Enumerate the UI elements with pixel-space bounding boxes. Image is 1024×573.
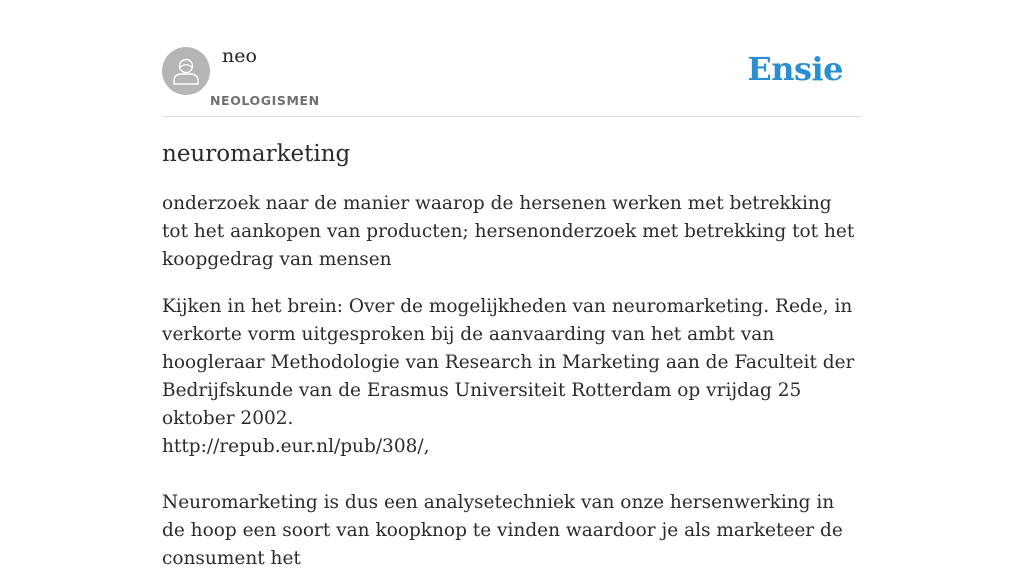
ensie-logo[interactable]: Ensie [747, 50, 843, 88]
entry [162, 136, 862, 573]
username-link[interactable]: neo [222, 45, 257, 67]
entry-source: Kijken in het brein: Over de mogelijkheden van neuromarketing. Rede, in verkorte vorm uitgesproken bij de aanvaarding van het ambt van hoogleraar Methodologie van Research in Marketing aan de Faculteit der Bedrijfskunde van de Erasmus Universiteit Rotterdam op vrijdag 25 oktober 2002. http://repub.eur.nl/pub/308/, [162, 296, 855, 457]
header [162, 0, 862, 117]
collection-link[interactable]: NEOLOGISMEN [210, 93, 320, 108]
entry-example: Neuromarketing is dus een analysetechniek van onze hersenwerking in de hoop een soort van koopknop te vinden waardoor je als marketeer de consument het [162, 492, 843, 569]
entry-definition: onderzoek naar de manier waarop de hersenen werken met betrekking tot het aankopen van producten; hersenonderzoek met betrekking tot het koopgedrag van mensen [162, 193, 855, 270]
user-icon [162, 47, 210, 95]
avatar[interactable] [162, 47, 210, 95]
entry-term: neuromarketing [162, 141, 351, 167]
